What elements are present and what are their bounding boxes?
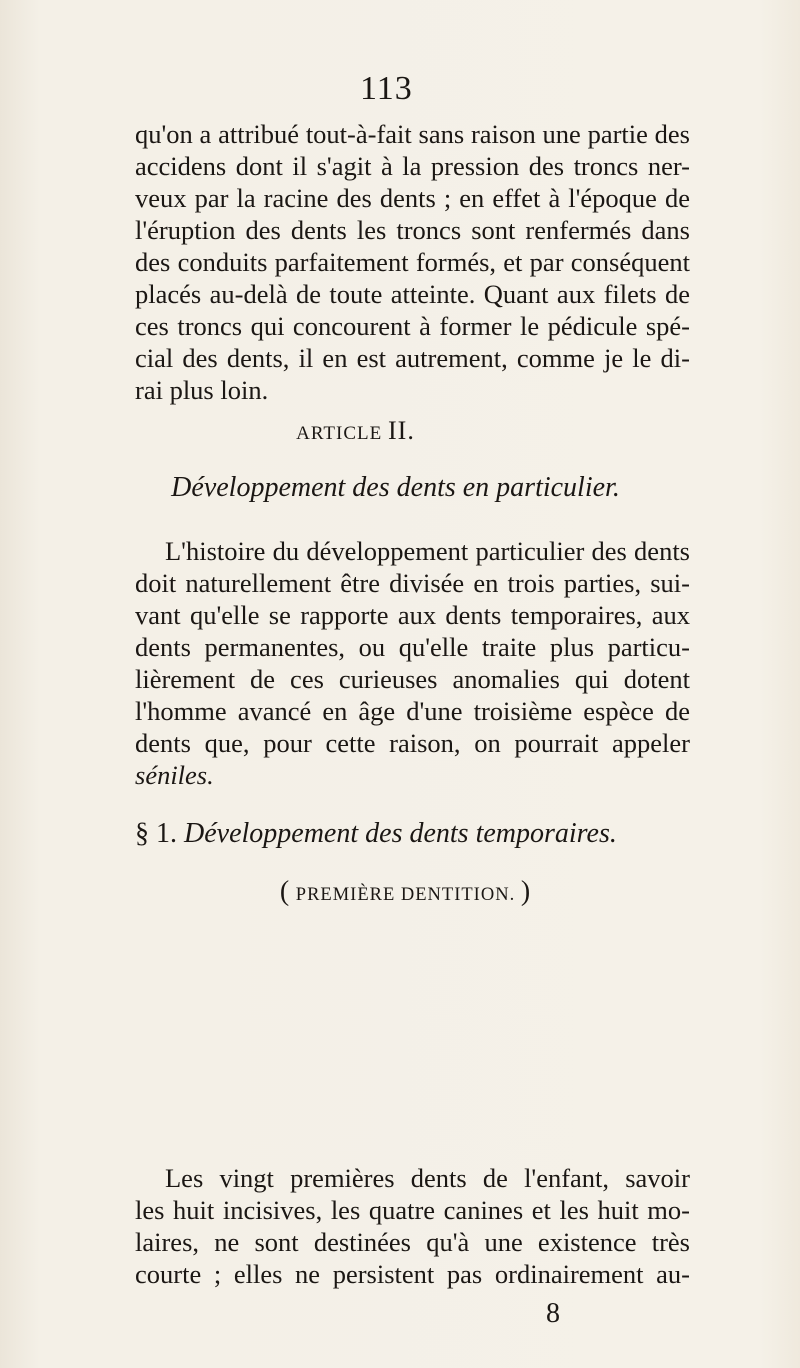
text-line: l'homme avancé en âge d'une troisième espèce de bbox=[135, 696, 690, 726]
text-line: vant qu'elle se rapporte aux dents temporaires, aux bbox=[135, 600, 690, 630]
page-number: 113 bbox=[360, 70, 413, 107]
text-line: les huit incisives, les quatre canines et les huit mo- bbox=[135, 1195, 690, 1225]
text-line: veux par la racine des dents ; en effet à l'époque de bbox=[135, 183, 690, 213]
text-line: doit naturellement être divisée en trois parties, sui- bbox=[135, 568, 690, 598]
text-line: séniles. bbox=[135, 760, 214, 790]
text-line: l'éruption des dents les troncs sont renfermés dans bbox=[135, 215, 690, 245]
article-label: ARTICLE bbox=[296, 423, 383, 444]
text-line: L'histoire du développement particulier des dents bbox=[165, 536, 690, 566]
text-line: ces troncs qui concourent à former le pédicule spé- bbox=[135, 311, 690, 341]
dentition-label: PREMIÈRE DENTITION. bbox=[295, 885, 516, 905]
section-heading bbox=[135, 818, 690, 850]
close-paren: ) bbox=[520, 876, 532, 907]
text-line: placés au-delà de toute atteinte. Quant aux filets de bbox=[135, 279, 690, 309]
text-line: des conduits parfaitement formés, et par conséquent bbox=[135, 247, 690, 277]
section-symbol: § bbox=[135, 818, 149, 849]
article-title: Développement des dents en particulier. bbox=[171, 472, 620, 503]
section-number: 1. bbox=[156, 818, 177, 849]
text-line: dents que, pour cette raison, on pourrait appeler bbox=[135, 728, 690, 758]
text-line: Les vingt premières dents de l'enfant, savoir bbox=[165, 1163, 690, 1193]
text-line: qu'on a attribué tout-à-fait sans raison une partie des bbox=[135, 119, 690, 149]
text-line: courte ; elles ne persistent pas ordinairement au- bbox=[135, 1259, 690, 1289]
text-line: lièrement de ces curieuses anomalies qui dotent bbox=[135, 664, 690, 694]
section-title: Développement des dents temporaires. bbox=[184, 818, 617, 849]
article-heading bbox=[78, 416, 633, 446]
text-line: laires, ne sont destinées qu'à une existence très bbox=[135, 1227, 690, 1257]
text-line: accidens dont il s'agit à la pression des troncs ner- bbox=[135, 151, 690, 181]
text-line: dents permanentes, ou qu'elle traite plus particu- bbox=[135, 632, 690, 662]
text-line: cial des dents, il en est autrement, comme je le di- bbox=[135, 343, 690, 373]
article-number: II. bbox=[388, 416, 415, 445]
text-line: rai plus loin. bbox=[135, 375, 269, 405]
dentition-subheading bbox=[128, 876, 683, 908]
signature-mark: 8 bbox=[546, 1298, 560, 1329]
open-paren: ( bbox=[279, 876, 291, 907]
